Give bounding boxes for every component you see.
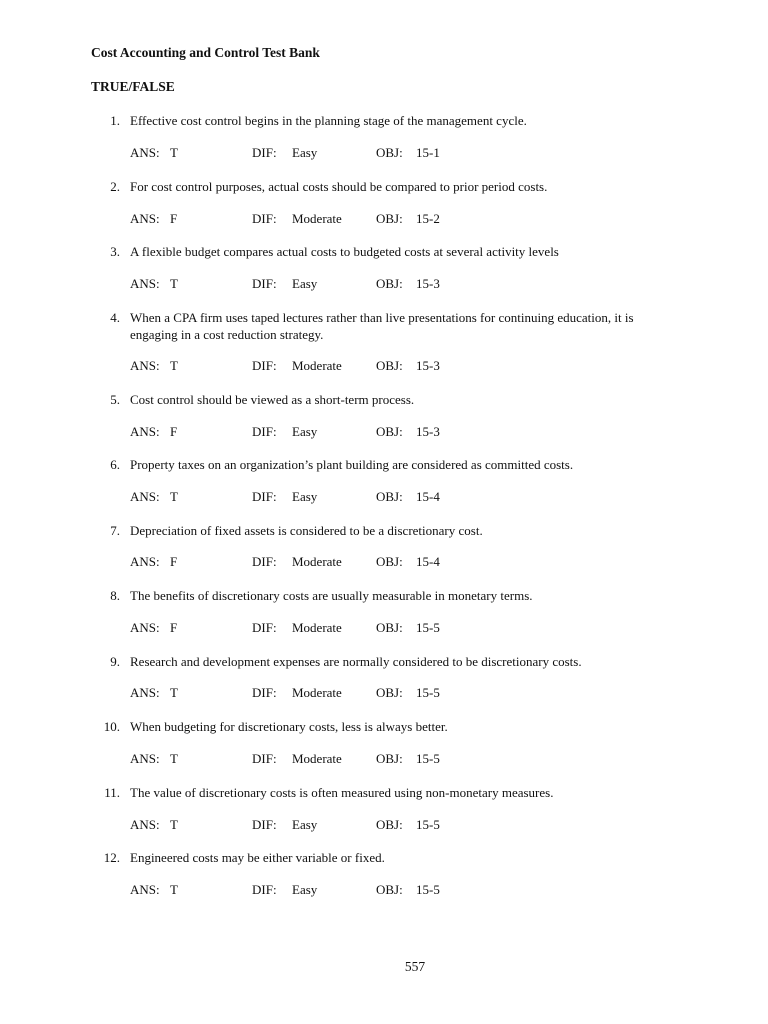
answer-row [130,620,530,638]
question-text: Effective cost control begins in the planning stage of the management cycle. [130,113,527,128]
dif-value: Moderate [292,358,342,373]
dif-label: DIF: [252,489,277,504]
dif-label: DIF: [252,358,277,373]
dif-label: DIF: [252,276,277,291]
answer-row [130,358,530,376]
section-title: TRUE/FALSE [91,79,175,94]
ans-value: T [170,817,178,832]
obj-value: 15-3 [416,424,440,439]
obj-label: OBJ: [376,620,403,635]
question-number: 6. [110,457,120,472]
ans-value: T [170,751,178,766]
answer-row [130,882,530,900]
obj-value: 15-5 [416,882,440,897]
question-number: 7. [110,523,120,538]
answer-row [130,685,530,703]
obj-label: OBJ: [376,145,403,160]
obj-label: OBJ: [376,489,403,504]
dif-value: Moderate [292,554,342,569]
ans-label: ANS: [130,424,160,439]
obj-value: 15-5 [416,620,440,635]
obj-label: OBJ: [376,554,403,569]
obj-value: 15-5 [416,751,440,766]
ans-label: ANS: [130,276,160,291]
ans-label: ANS: [130,145,160,160]
question-text: Property taxes on an organization’s plant building are considered as committed costs. [130,457,574,472]
question-number: 9. [110,654,120,669]
question-text: For cost control purposes, actual costs should be compared to prior period costs. [130,179,548,194]
dif-label: DIF: [252,817,277,832]
dif-value: Easy [292,489,318,504]
page-number: 557 [404,959,426,974]
dif-label: DIF: [252,554,277,569]
question-number: 3. [110,244,120,259]
obj-value: 15-1 [416,145,440,160]
ans-value: T [170,685,178,700]
question-text: Cost control should be viewed as a short-term process. [130,392,415,407]
dif-value: Moderate [292,211,342,226]
obj-value: 15-5 [416,817,440,832]
question-text: The benefits of discretionary costs are usually measurable in monetary terms. [130,588,533,603]
obj-value: 15-3 [416,358,440,373]
document-title: Cost Accounting and Control Test Bank [91,45,320,60]
ans-value: T [170,489,178,504]
dif-label: DIF: [252,751,277,766]
dif-label: DIF: [252,882,277,897]
answer-row [130,424,530,442]
obj-value: 15-3 [416,276,440,291]
ans-label: ANS: [130,489,160,504]
ans-label: ANS: [130,685,160,700]
question-number: 1. [110,113,120,128]
obj-value: 15-2 [416,211,440,226]
answer-row [130,211,530,229]
dif-value: Moderate [292,685,342,700]
ans-label: ANS: [130,817,160,832]
question-number: 12. [103,850,120,865]
ans-label: ANS: [130,620,160,635]
question-text: The value of discretionary costs is often measured using non-monetary measures. [130,785,554,800]
question-text: A flexible budget compares actual costs to budgeted costs at several activity levels [130,244,559,259]
question-number: 11. [104,785,120,800]
obj-value: 15-4 [416,554,440,569]
question-text: Depreciation of fixed assets is considered to be a discretionary cost. [130,523,483,538]
obj-label: OBJ: [376,211,403,226]
dif-value: Easy [292,817,318,832]
ans-label: ANS: [130,211,160,226]
dif-value: Easy [292,145,318,160]
answer-row [130,554,530,572]
ans-label: ANS: [130,554,160,569]
dif-value: Easy [292,424,318,439]
dif-value: Moderate [292,620,342,635]
obj-label: OBJ: [376,685,403,700]
dif-value: Easy [292,276,318,291]
ans-value: F [170,424,178,439]
ans-label: ANS: [130,882,160,897]
obj-label: OBJ: [376,276,403,291]
answer-row [130,276,530,294]
dif-label: DIF: [252,211,277,226]
question-text: Research and development expenses are normally considered to be discretionary costs. [130,654,582,669]
question-text: When a CPA firm uses taped lectures rather than live presentations for continuing education, it is engaging in a cost reduction strategy. [130,310,634,342]
ans-value: T [170,882,178,897]
obj-label: OBJ: [376,358,403,373]
ans-label: ANS: [130,358,160,373]
dif-label: DIF: [252,145,277,160]
dif-label: DIF: [252,685,277,700]
obj-label: OBJ: [376,751,403,766]
obj-label: OBJ: [376,424,403,439]
dif-label: DIF: [252,424,277,439]
question-number: 4. [110,310,120,325]
question-text: When budgeting for discretionary costs, less is always better. [130,719,448,734]
dif-value: Moderate [292,751,342,766]
question-text: Engineered costs may be either variable or fixed. [130,850,385,865]
ans-value: F [170,554,178,569]
obj-value: 15-5 [416,685,440,700]
ans-label: ANS: [130,751,160,766]
question-number: 2. [110,179,120,194]
question-number: 8. [110,588,120,603]
ans-value: T [170,145,178,160]
dif-value: Easy [292,882,318,897]
ans-value: F [170,620,178,635]
obj-value: 15-4 [416,489,440,504]
obj-label: OBJ: [376,882,403,897]
answer-row [130,489,530,507]
obj-label: OBJ: [376,817,403,832]
answer-row [130,145,530,163]
dif-label: DIF: [252,620,277,635]
answer-row [130,817,530,835]
ans-value: T [170,276,178,291]
ans-value: F [170,211,178,226]
ans-value: T [170,358,178,373]
answer-row [130,751,530,769]
question-number: 10. [103,719,120,734]
question-number: 5. [110,392,120,407]
